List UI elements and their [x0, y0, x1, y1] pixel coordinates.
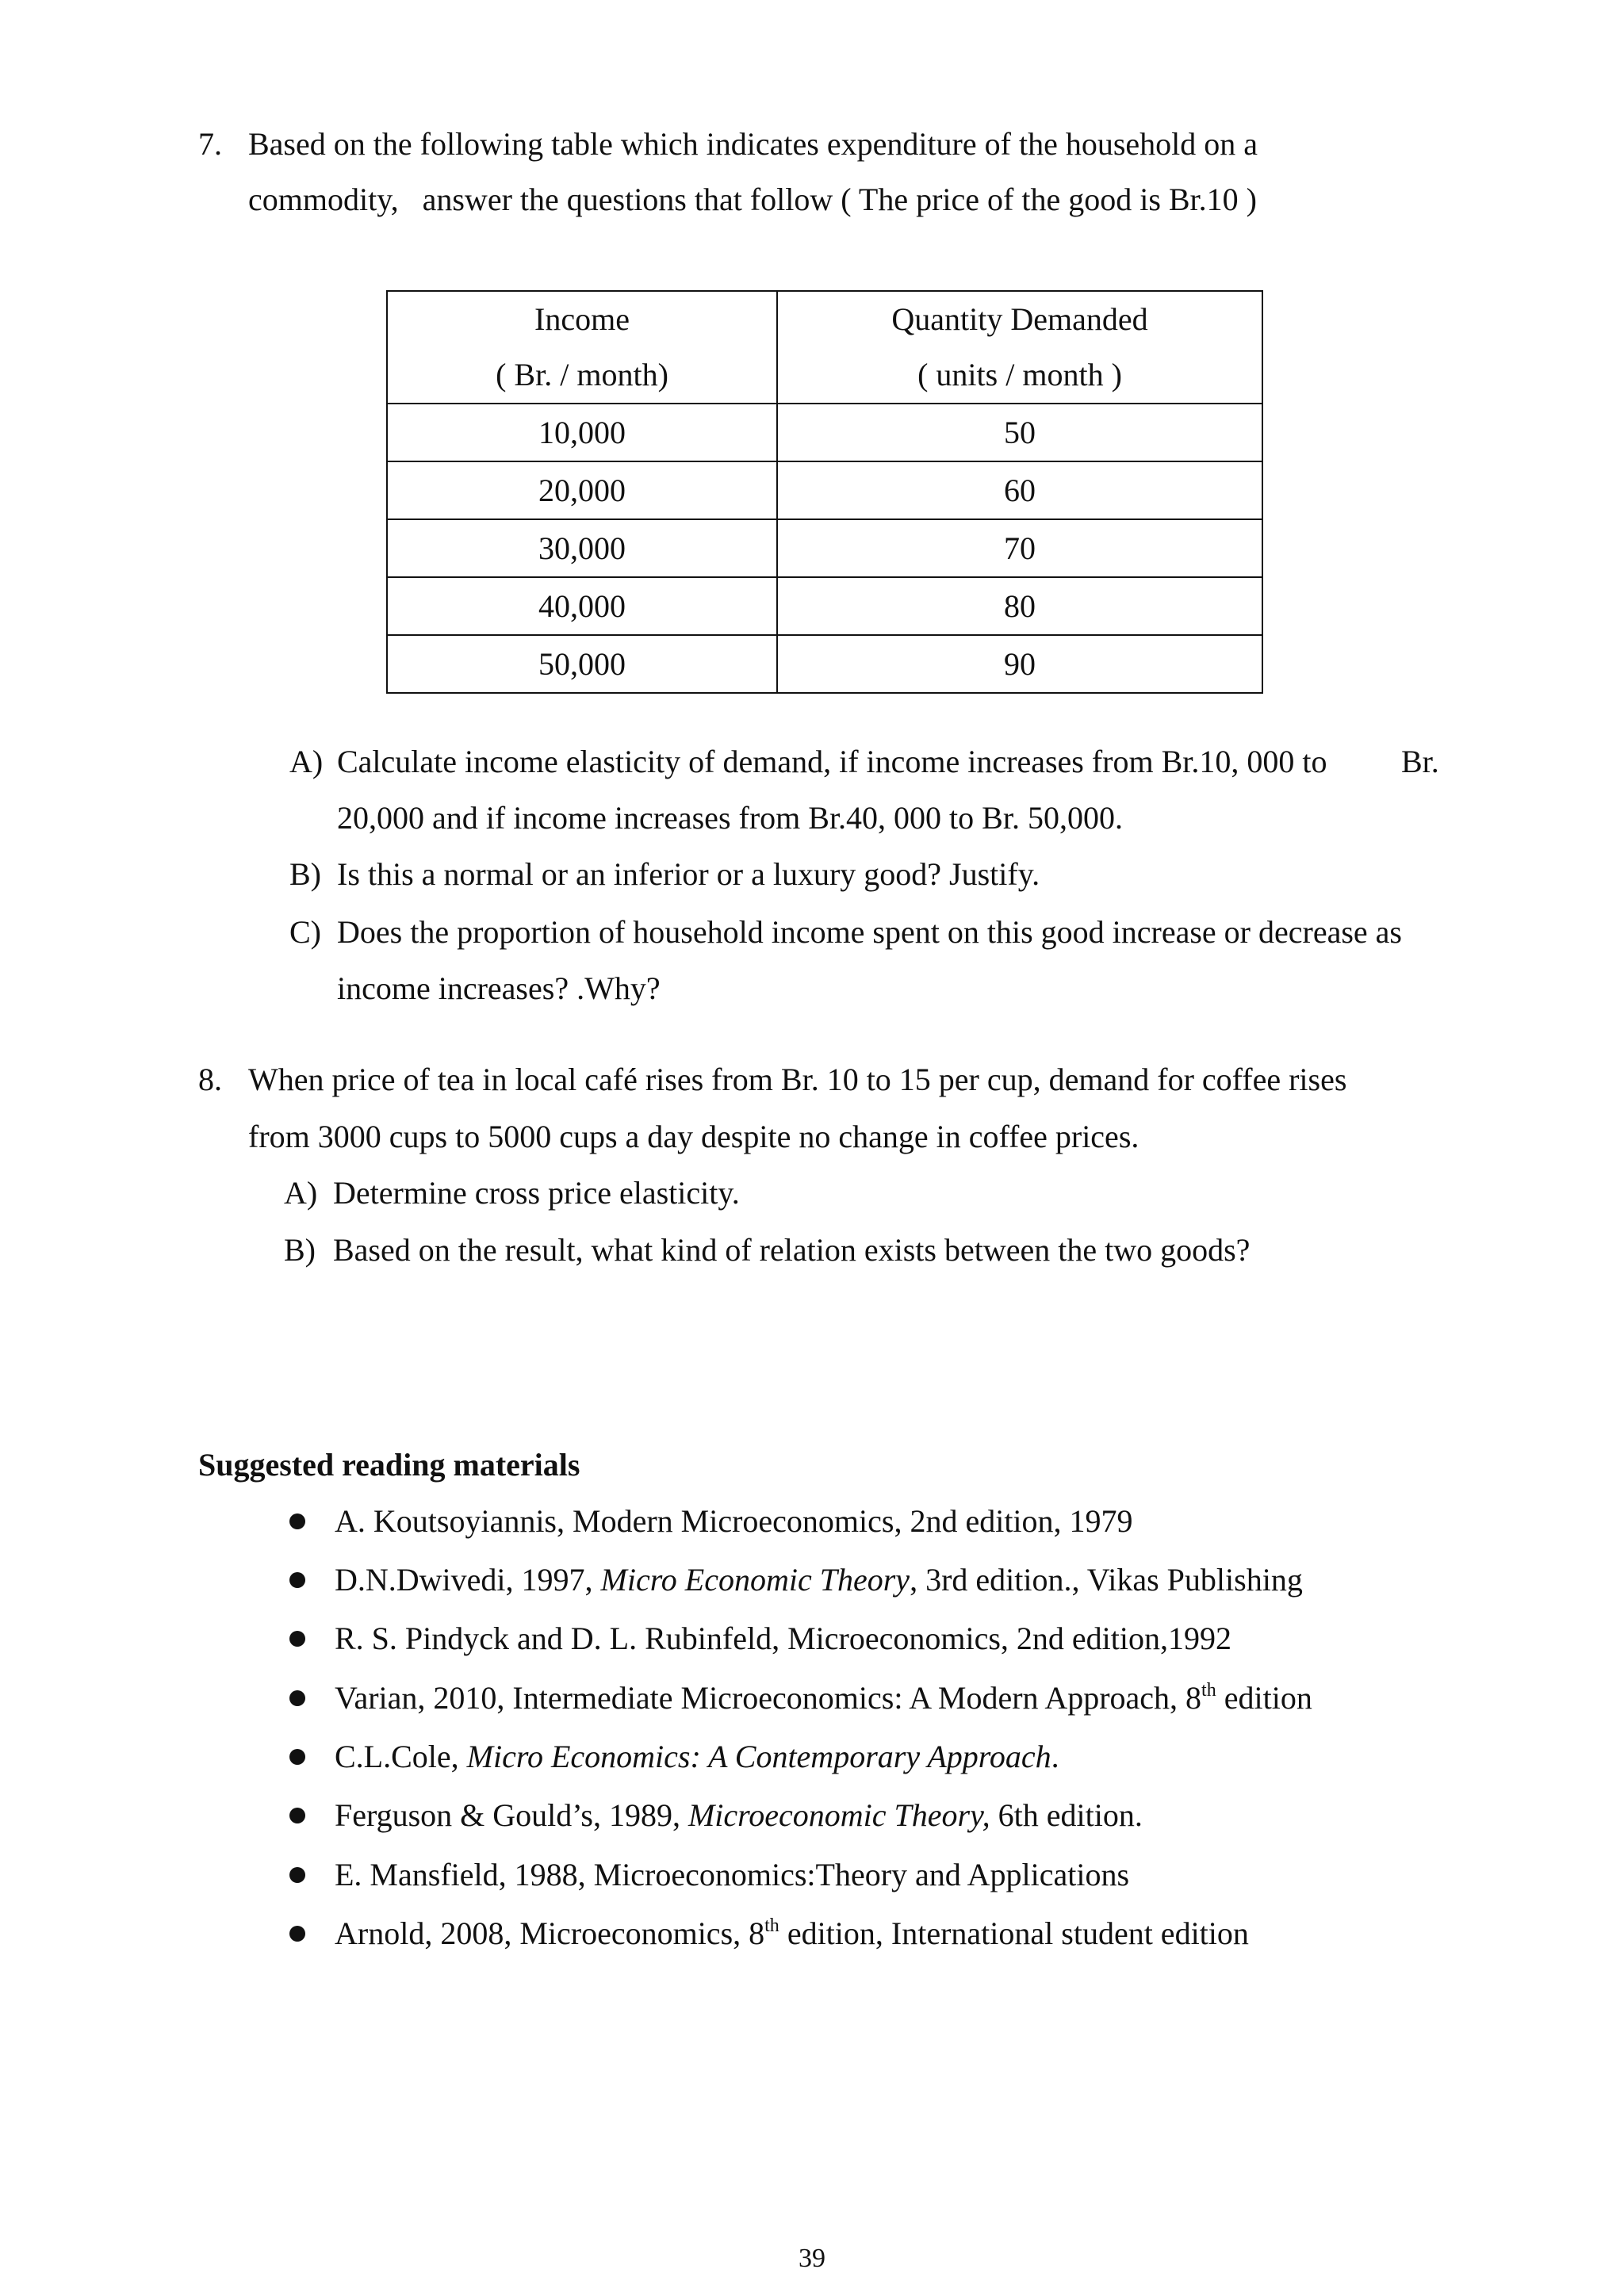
- bullet-icon: [289, 1572, 305, 1588]
- reading-item-text: Ferguson & Gould’s, 1989,: [335, 1797, 688, 1833]
- income-demand-table: [386, 290, 1263, 694]
- reading-item-text: C.L.Cole,: [335, 1739, 467, 1774]
- list-item: [335, 1502, 1133, 1540]
- reading-item-text: R. S. Pindyck and D. L. Rubinfeld, Microeconomics, 2nd edition,1992: [335, 1621, 1231, 1656]
- q7-text-line1: Based on the following table which indicates expenditure of the household on a: [248, 126, 1258, 162]
- reading-item-text: Arnold, 2008, Microeconomics, 8: [335, 1915, 765, 1951]
- q7-part-a-line2: 20,000 and if income increases from Br.40, 000 to Br. 50,000.: [337, 800, 1123, 836]
- bullet-icon: [289, 1808, 305, 1823]
- q7-part-c-line2: income increases? .Why?: [337, 970, 661, 1006]
- reading-item-title: Micro Economics: A Contemporary Approach: [466, 1739, 1051, 1774]
- reading-item-superscript: th: [764, 1915, 779, 1936]
- q8-part-a-text: Determine cross price elasticity.: [333, 1175, 740, 1211]
- bullet-icon: [289, 1926, 305, 1942]
- income-cell: 50,000: [387, 635, 777, 693]
- q7-part-a-line1: Calculate income elasticity of demand, if income increases from Br.10, 000 to: [337, 744, 1327, 779]
- header-income-line1: Income: [534, 301, 630, 337]
- reading-item-text: A. Koutsoyiannis, Modern Microeconomics, 2nd edition, 1979: [335, 1503, 1133, 1539]
- q8-part-b-label: B): [284, 1232, 316, 1268]
- q7-number: 7.: [198, 126, 222, 162]
- reading-item-text: E. Mansfield, 1988, Microeconomics:Theory and Applications: [335, 1857, 1130, 1892]
- q7-text-line2: commodity, answer the questions that follow ( The price of the good is Br.10 ): [248, 182, 1257, 217]
- quantity-cell: 50: [777, 404, 1262, 461]
- header-quantity-line1: Quantity Demanded: [891, 301, 1148, 337]
- bullet-icon: [289, 1867, 305, 1883]
- q8-text-line1: When price of tea in local café rises from Br. 10 to 15 per cup, demand for coffee rises: [248, 1062, 1347, 1097]
- bullet-icon: [289, 1631, 305, 1647]
- reading-item-tail: edition: [1216, 1680, 1312, 1716]
- list-item: [335, 1620, 1231, 1658]
- header-quantity-line2: ( units / month ): [917, 357, 1122, 392]
- income-cell: 30,000: [387, 519, 777, 577]
- reading-item-title: Micro Economic Theory: [600, 1562, 910, 1598]
- list-item: [335, 1797, 1143, 1835]
- bullet-icon: [289, 1749, 305, 1765]
- q8-part-b-text: Based on the result, what kind of relation exists between the two goods?: [333, 1232, 1251, 1268]
- q8-number: 8.: [198, 1062, 222, 1097]
- header-income: [387, 291, 777, 404]
- bullet-icon: [289, 1690, 305, 1706]
- reading-item-tail: 6th edition.: [990, 1797, 1143, 1833]
- q7-part-a-line1-end: Br.: [1401, 744, 1439, 779]
- reading-item-superscript: th: [1201, 1679, 1216, 1701]
- q7-part-c-line1: Does the proportion of household income spent on this good increase or decrease as: [337, 914, 1402, 950]
- header-quantity: [777, 291, 1262, 404]
- header-income-line2: ( Br. / month): [496, 357, 668, 392]
- q7-part-c-label: C): [289, 914, 321, 950]
- income-cell: 20,000: [387, 461, 777, 519]
- quantity-cell: 90: [777, 635, 1262, 693]
- table-row: [387, 635, 1262, 693]
- reading-item-text: Varian, 2010, Intermediate Microeconomics: A Modern Approach, 8: [335, 1680, 1202, 1716]
- list-item: [335, 1679, 1312, 1717]
- list-item: [335, 1561, 1303, 1599]
- reading-item-tail: , 3rd edition., Vikas Publishing: [910, 1562, 1303, 1598]
- q7-part-b-line1: Is this a normal or an inferior or a luxury good? Justify.: [337, 856, 1040, 892]
- reading-item-title: Microeconomic Theory,: [688, 1797, 990, 1833]
- reading-item-text: D.N.Dwivedi, 1997,: [335, 1562, 601, 1598]
- list-item: [335, 1915, 1249, 1953]
- q7-part-a-label: A): [289, 744, 324, 779]
- q7-part-b-label: B): [289, 856, 321, 892]
- list-item: [335, 1856, 1129, 1894]
- income-cell: 10,000: [387, 404, 777, 461]
- bullet-icon: [289, 1513, 305, 1529]
- income-cell: 40,000: [387, 577, 777, 635]
- reading-heading: Suggested reading materials: [198, 1447, 580, 1483]
- list-item: [335, 1738, 1059, 1776]
- q8-part-a-label: A): [284, 1175, 318, 1211]
- page-number: 39: [799, 2244, 825, 2273]
- table-row: [387, 461, 1262, 519]
- table-row: [387, 519, 1262, 577]
- table-row: [387, 404, 1262, 461]
- quantity-cell: 70: [777, 519, 1262, 577]
- quantity-cell: 80: [777, 577, 1262, 635]
- table-header-row: [387, 291, 1262, 404]
- table-row: [387, 577, 1262, 635]
- reading-item-tail: edition, International student edition: [779, 1915, 1249, 1951]
- reading-item-tail: .: [1051, 1739, 1059, 1774]
- q8-text-line2: from 3000 cups to 5000 cups a day despite no change in coffee prices.: [248, 1119, 1139, 1154]
- quantity-cell: 60: [777, 461, 1262, 519]
